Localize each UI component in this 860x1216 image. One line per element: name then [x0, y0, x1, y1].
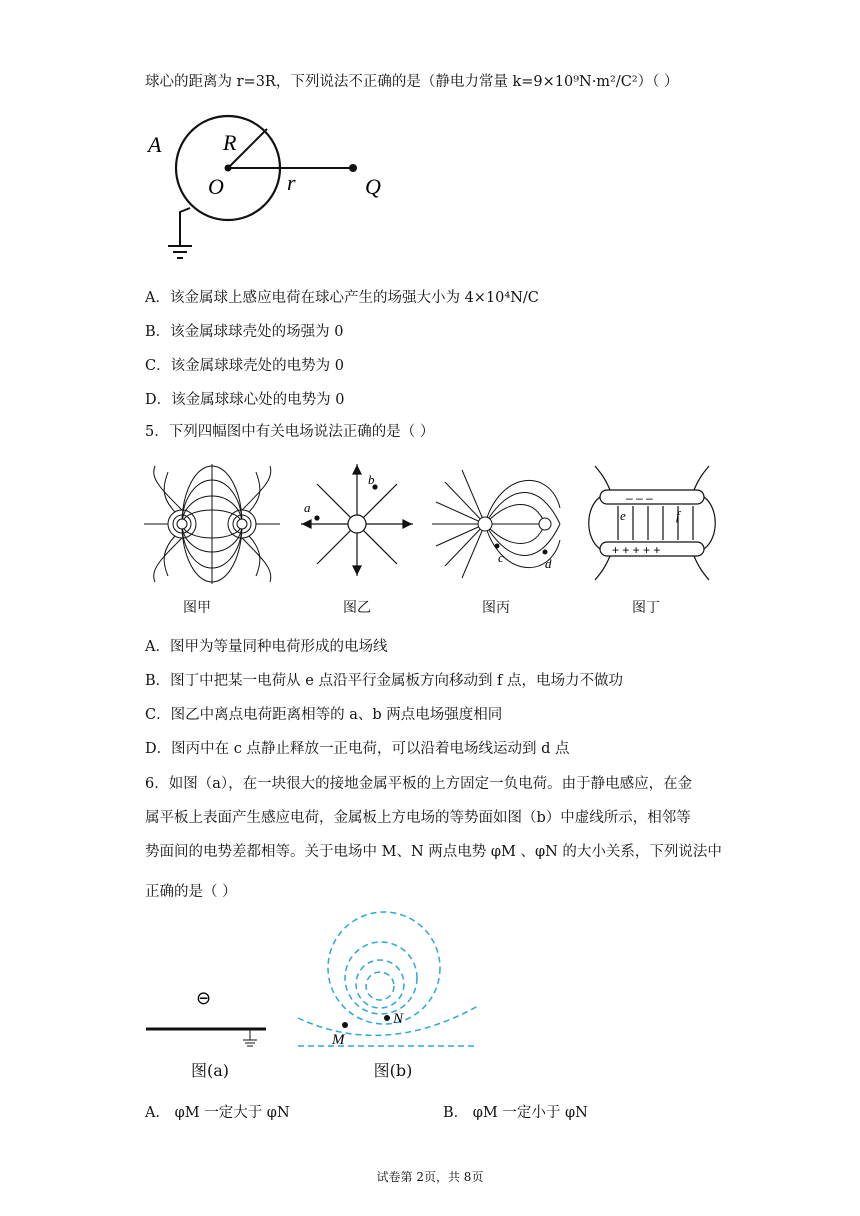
- point-m: [342, 1022, 348, 1028]
- q6-figures: [140, 908, 490, 1054]
- caption-b: 图(b): [373, 1061, 413, 1080]
- q6-stem-line-1: 6．如图（a），在一块很大的接地金属平板的上方固定一负电荷。由于静电感应，在金: [145, 776, 693, 792]
- label-a: a: [304, 500, 311, 515]
- equipotential-lines: [298, 912, 478, 1046]
- q6-stem-line-3: 势面间的电势差都相等。关于电场中 M、N 两点电势 φM 、φN 的大小关系，下列说法中: [145, 844, 722, 860]
- label-Q: Q: [365, 174, 381, 199]
- caption-bing: 图丙: [482, 600, 510, 616]
- page-footer: 试卷第 2页，共 8页: [376, 1170, 484, 1184]
- label-d: d: [545, 556, 552, 571]
- plate-plus: + + + + +: [612, 543, 661, 557]
- caption-a: 图(a): [190, 1061, 230, 1080]
- q5-figures: [140, 458, 730, 586]
- q5-option-c: C．图乙中离点电荷距离相等的 a、b 两点电场强度相同: [145, 707, 503, 723]
- q6-option-b: B． φM 一定小于 φN: [443, 1105, 588, 1121]
- caption-ding: 图丁: [632, 600, 660, 616]
- fig-bing: [432, 470, 560, 578]
- fig-ding: [589, 466, 716, 580]
- caption-yi: 图乙: [343, 600, 371, 616]
- negative-charge-symbol: ⊖: [196, 988, 212, 1009]
- q5-option-d: D．图丙中在 c 点静止释放一正电荷，可以沿着电场线运动到 d 点: [145, 741, 570, 757]
- q4-option-b: B．该金属球球壳处的场强为 0: [145, 324, 344, 340]
- label-N: N: [393, 1011, 404, 1027]
- q4-sphere-figure: [140, 112, 400, 272]
- q6-stem-line-2: 属平板上表面产生感应电荷，金属板上方电场的等势面如图（b）中虚线所示，相邻等: [145, 810, 691, 826]
- label-f: f: [676, 508, 680, 523]
- point-n: [384, 1015, 390, 1021]
- label-c: c: [498, 550, 504, 565]
- label-r: r: [287, 170, 296, 195]
- q4-stem: 球心的距离为 r=3R，下列说法不正确的是（静电力常量 k=9×10⁹N·m²/C²）（ ）: [145, 74, 679, 90]
- fig-yi: [301, 464, 413, 576]
- caption-jia: 图甲: [183, 600, 211, 616]
- q5-option-b: B．图丁中把某一电荷从 e 点沿平行金属板方向移动到 f 点，电场力不做功: [145, 673, 624, 689]
- plate-minus: – – –: [626, 491, 653, 505]
- point-charge-q: [349, 164, 357, 172]
- fig-jia: [144, 464, 280, 584]
- q6-option-a: A． φM 一定大于 φN: [145, 1105, 290, 1121]
- q4-option-d: D．该金属球球心处的电势为 0: [145, 392, 345, 408]
- label-M: M: [332, 1032, 345, 1048]
- q6-stem-line-4: 正确的是（ ）: [145, 884, 237, 900]
- ground-wire: [180, 208, 190, 246]
- label-b: b: [368, 472, 375, 487]
- q5-stem: 5．下列四幅图中有关电场说法正确的是（ ）: [145, 424, 435, 440]
- label-A: A: [148, 132, 162, 157]
- label-e: e: [620, 508, 626, 523]
- label-O: O: [208, 174, 224, 199]
- label-R: R: [223, 130, 237, 155]
- q5-option-a: A．图甲为等量同种电荷形成的电场线: [145, 639, 388, 655]
- q4-option-c: C．该金属球球壳处的电势为 0: [145, 358, 344, 374]
- q4-option-a: A．该金属球上感应电荷在球心产生的场强大小为 4×10⁴N/C: [145, 290, 539, 306]
